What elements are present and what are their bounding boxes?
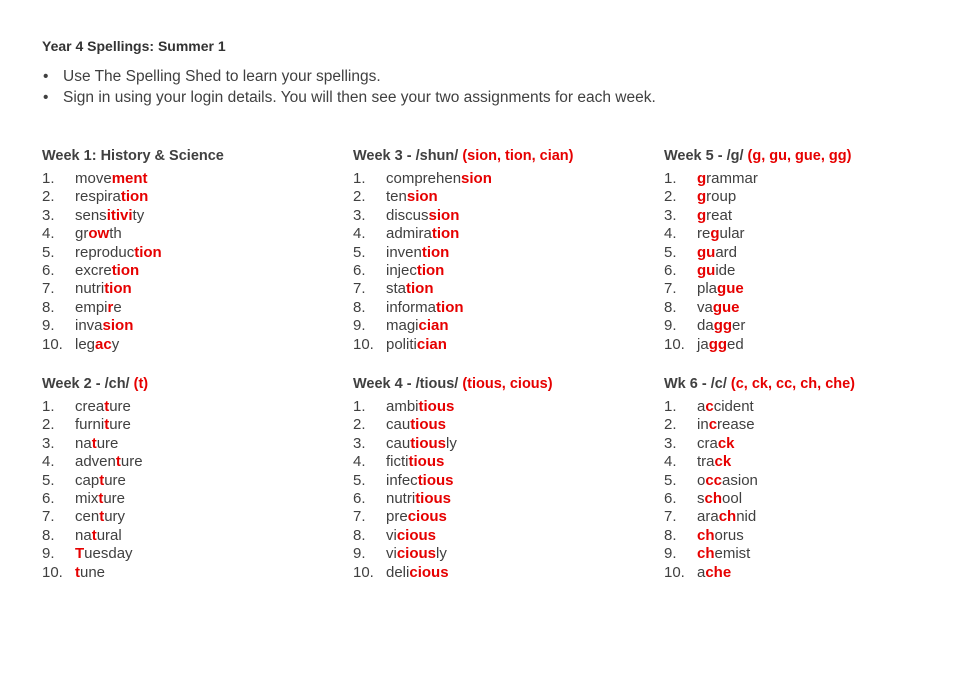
spelling-word: [353, 317, 653, 335]
spelling-word: [42, 280, 342, 298]
word-highlight: ch: [697, 526, 715, 544]
word-number: 2.: [353, 188, 366, 206]
spelling-word: [42, 453, 342, 471]
word-highlight: sion: [461, 170, 492, 187]
week-heading: [353, 146, 653, 166]
spelling-word: [42, 416, 342, 434]
word-start: da: [697, 317, 714, 335]
spelling-word: [664, 398, 964, 416]
spelling-word: [42, 225, 342, 243]
word-highlight: cious: [409, 563, 449, 581]
word-end: ural: [96, 526, 122, 544]
word-number: 1.: [353, 398, 366, 415]
word-highlight: t: [99, 508, 105, 526]
word-highlight: tion: [104, 280, 132, 298]
spelling-word: [664, 508, 964, 526]
word-start: comprehen: [386, 170, 462, 187]
word-end: rammar: [706, 170, 758, 187]
word-number: 2.: [353, 416, 366, 434]
week-5-block: [664, 146, 964, 354]
word-highlight: g: [697, 188, 707, 206]
word-end: ard: [715, 243, 738, 261]
word-number: 6.: [664, 261, 677, 279]
word-start: sens: [75, 206, 107, 224]
word-end: reat: [706, 206, 733, 224]
word-start: excre: [75, 261, 112, 279]
spelling-word: [42, 336, 342, 354]
word-number: 3.: [353, 434, 366, 452]
word-highlight: tious: [415, 489, 452, 507]
week-heading-text: Week 2 - /ch/: [42, 376, 134, 392]
spelling-word: [353, 564, 653, 582]
word-number: 5.: [42, 243, 55, 261]
word-end: ool: [722, 489, 743, 507]
word-end: ular: [719, 225, 745, 243]
word-start: empi: [75, 298, 108, 316]
spelling-list: [353, 170, 653, 354]
word-number: 7.: [42, 280, 55, 298]
spelling-word: [353, 299, 653, 317]
word-start: gr: [75, 225, 89, 243]
spelling-word: [353, 490, 653, 508]
word-start: nutri: [386, 489, 416, 507]
word-highlight: tious: [417, 471, 454, 489]
word-highlight: gg: [708, 335, 728, 353]
word-highlight: t: [115, 453, 121, 471]
word-end: e: [113, 298, 122, 316]
word-end: th: [109, 225, 122, 243]
word-number: 1.: [664, 398, 677, 415]
word-highlight: t: [91, 434, 97, 452]
spelling-word: [353, 416, 653, 434]
word-end: cident: [713, 398, 754, 415]
word-highlight: tion: [436, 298, 464, 316]
word-highlight: tion: [416, 261, 445, 279]
word-start: pre: [386, 508, 408, 526]
spelling-word: [42, 317, 342, 335]
spelling-word: [42, 188, 342, 206]
spelling-word: [353, 435, 653, 453]
word-number: 6.: [42, 261, 55, 279]
word-start: a: [697, 398, 706, 415]
word-number: 6.: [664, 489, 677, 507]
spelling-word: [42, 527, 342, 545]
spelling-word: [664, 317, 964, 335]
week-heading-text: Week 3 - /shun/: [353, 148, 463, 164]
week-1-block: [42, 146, 342, 354]
word-start: adven: [75, 453, 116, 471]
word-start: tra: [697, 453, 715, 471]
word-number: 3.: [664, 434, 677, 452]
week-heading-pattern: (c, ck, cc, ch, che): [730, 376, 856, 392]
word-highlight: t: [104, 416, 110, 434]
word-highlight: sion: [428, 206, 460, 224]
word-highlight: sion: [406, 188, 438, 206]
word-number: 5.: [664, 471, 677, 489]
word-start: ja: [697, 335, 709, 353]
word-start: respira: [75, 188, 121, 206]
word-highlight: gue: [712, 298, 740, 316]
word-number: 10.: [664, 335, 685, 353]
week-6-block: [664, 374, 964, 582]
word-highlight: tious: [418, 398, 455, 415]
word-highlight: c: [708, 416, 718, 434]
word-highlight: che: [705, 563, 732, 581]
word-highlight: gg: [713, 317, 733, 335]
word-number: 8.: [353, 526, 366, 544]
spelling-word: [664, 188, 964, 206]
word-end: asion: [722, 471, 758, 489]
word-number: 9.: [353, 545, 366, 563]
word-number: 5.: [42, 471, 55, 489]
word-number: 10.: [42, 563, 63, 581]
word-number: 8.: [42, 298, 55, 316]
word-number: 8.: [664, 526, 677, 544]
word-highlight: ch: [718, 508, 737, 526]
spelling-word: [42, 564, 342, 582]
word-end: er: [732, 317, 746, 335]
word-number: 3.: [42, 206, 55, 224]
word-highlight: t: [104, 398, 110, 415]
spelling-word: [42, 545, 342, 563]
word-number: 3.: [664, 206, 677, 224]
word-highlight: cious: [396, 545, 437, 563]
spelling-word: [353, 207, 653, 225]
word-number: 1.: [353, 170, 366, 187]
word-end: emist: [714, 545, 751, 563]
word-end: ed: [727, 335, 744, 353]
word-end: ure: [104, 471, 126, 489]
word-number: 4.: [42, 453, 55, 471]
spelling-word: [664, 299, 964, 317]
spelling-word: [42, 472, 342, 490]
word-number: 7.: [664, 280, 677, 298]
word-number: 6.: [353, 489, 366, 507]
word-number: 9.: [664, 545, 677, 563]
spelling-word: [664, 472, 964, 490]
word-end: ury: [104, 508, 126, 526]
week-heading: [353, 374, 653, 394]
word-number: 7.: [353, 280, 366, 298]
word-highlight: cian: [416, 335, 447, 353]
word-highlight: gue: [717, 280, 744, 298]
word-start: ambi: [386, 398, 419, 415]
word-highlight: tion: [111, 261, 140, 279]
word-start: informa: [386, 298, 437, 316]
word-number: 10.: [353, 563, 374, 581]
instructions-list: [42, 66, 656, 108]
word-highlight: tion: [406, 280, 434, 298]
word-number: 1.: [42, 170, 55, 187]
word-start: va: [697, 298, 713, 316]
week-heading: [42, 146, 342, 166]
word-start: nutri: [75, 280, 105, 298]
spelling-word: [353, 188, 653, 206]
word-start: ten: [386, 188, 407, 206]
word-start: cau: [386, 434, 411, 452]
word-number: 5.: [353, 471, 366, 489]
spelling-word: [42, 490, 342, 508]
spelling-list: [353, 398, 653, 582]
word-start: politi: [386, 335, 417, 353]
word-start: cen: [75, 508, 100, 526]
week-2-block: [42, 374, 342, 582]
word-end: ure: [109, 398, 131, 415]
word-start: pla: [697, 280, 718, 298]
word-end: une: [80, 563, 106, 581]
word-highlight: tion: [431, 225, 460, 243]
spelling-list: [42, 170, 342, 354]
page-title: Year 4 Spellings: Summer 1: [42, 38, 226, 54]
week-heading-pattern: (g, gu, gue, gg): [747, 148, 852, 164]
word-start: o: [697, 471, 706, 489]
word-highlight: tious: [410, 434, 447, 452]
spelling-list: [42, 398, 342, 582]
word-highlight: t: [91, 526, 97, 544]
word-start: ficti: [386, 453, 409, 471]
week-heading-pattern: (t): [133, 376, 149, 392]
word-highlight: cious: [407, 508, 447, 526]
word-start: re: [697, 225, 711, 243]
week-heading: [42, 374, 342, 394]
spelling-word: [664, 207, 964, 225]
word-number: 8.: [664, 298, 677, 316]
spelling-word: [664, 416, 964, 434]
word-start: deli: [386, 563, 410, 581]
word-number: 3.: [42, 434, 55, 452]
word-start: crea: [75, 398, 105, 415]
word-number: 2.: [42, 188, 55, 206]
word-highlight: g: [697, 170, 707, 187]
word-end: ly: [446, 434, 457, 452]
word-highlight: ac: [95, 335, 112, 353]
word-start: inven: [386, 243, 422, 261]
spelling-word: [664, 170, 964, 188]
word-highlight: ch: [697, 545, 715, 563]
spelling-word: [353, 244, 653, 262]
word-highlight: itivi: [106, 206, 133, 224]
word-number: 4.: [664, 225, 677, 243]
word-number: 2.: [42, 416, 55, 434]
word-highlight: cc: [705, 471, 723, 489]
spelling-word: [353, 453, 653, 471]
word-start: na: [75, 526, 92, 544]
word-number: 2.: [664, 188, 677, 206]
spelling-word: [42, 170, 342, 188]
word-end: roup: [706, 188, 737, 206]
week-heading: [664, 146, 964, 166]
word-number: 4.: [664, 453, 677, 471]
word-end: orus: [714, 526, 744, 544]
word-highlight: ch: [704, 489, 723, 507]
word-number: 8.: [353, 298, 366, 316]
word-highlight: c: [705, 398, 714, 415]
word-start: admira: [386, 225, 432, 243]
word-number: 7.: [353, 508, 366, 526]
word-end: ure: [96, 434, 119, 452]
spelling-word: [353, 262, 653, 280]
spelling-word: [664, 490, 964, 508]
spelling-word: [353, 336, 653, 354]
word-start: a: [697, 563, 706, 581]
spelling-word: [353, 170, 653, 188]
word-number: 10.: [353, 335, 374, 353]
word-number: 7.: [664, 508, 677, 526]
word-start: furni: [75, 416, 105, 434]
word-highlight: cian: [418, 317, 449, 335]
word-start: inva: [75, 317, 103, 335]
word-number: 8.: [42, 526, 55, 544]
week-heading-text: Week 5 - /g/: [664, 148, 748, 164]
spelling-word: [664, 435, 964, 453]
word-number: 10.: [664, 563, 685, 581]
spelling-word: [42, 398, 342, 416]
spelling-word: [353, 508, 653, 526]
spelling-word: [353, 225, 653, 243]
spelling-word: [664, 225, 964, 243]
spelling-word: [353, 545, 653, 563]
word-highlight: t: [98, 489, 104, 507]
spelling-word: [664, 336, 964, 354]
instruction-item: • Use The Spelling Shed to learn your spellings.: [42, 66, 656, 87]
word-start: cap: [75, 471, 100, 489]
word-highlight: ment: [111, 170, 148, 187]
word-start: vi: [386, 545, 397, 563]
word-start: leg: [75, 335, 96, 353]
word-highlight: g: [710, 225, 720, 243]
word-highlight: ck: [717, 434, 735, 452]
spelling-word: [664, 262, 964, 280]
word-number: 6.: [42, 489, 55, 507]
word-number: 4.: [353, 225, 366, 243]
word-highlight: ck: [714, 453, 732, 471]
spelling-word: [353, 280, 653, 298]
word-start: cra: [697, 434, 718, 452]
word-number: 10.: [42, 335, 63, 353]
word-end: ure: [103, 489, 126, 507]
spelling-word: [353, 398, 653, 416]
word-start: in: [697, 416, 709, 434]
spelling-word: [664, 453, 964, 471]
spelling-word: [42, 262, 342, 280]
week-4-block: [353, 374, 653, 582]
word-start: s: [697, 489, 705, 507]
word-highlight: cious: [396, 526, 437, 544]
word-highlight: tion: [120, 188, 149, 206]
word-number: 9.: [664, 317, 677, 335]
week-heading-pattern: (sion, tion, cian): [462, 148, 574, 164]
word-highlight: tion: [134, 243, 162, 261]
word-end: ure: [120, 453, 143, 471]
word-number: 9.: [42, 545, 55, 563]
word-start: infec: [386, 471, 418, 489]
word-end: y: [111, 335, 120, 353]
spelling-word: [42, 435, 342, 453]
instruction-item: • Sign in using your login details. You will then see your two assignments for each week.: [42, 87, 656, 108]
week-heading-pattern: (tious, cious): [462, 376, 553, 392]
word-start: sta: [386, 280, 407, 298]
word-end: ly: [436, 545, 447, 563]
word-end: ide: [715, 261, 736, 279]
word-start: move: [75, 170, 112, 187]
spelling-list: [664, 170, 964, 354]
word-number: 9.: [42, 317, 55, 335]
word-start: mix: [75, 489, 99, 507]
spelling-word: [664, 280, 964, 298]
word-end: ure: [109, 416, 131, 434]
word-start: reproduc: [75, 243, 135, 261]
week-heading-text: Wk 6 - /c/: [664, 376, 731, 392]
spelling-word: [664, 244, 964, 262]
word-end: uesday: [84, 545, 133, 563]
word-end: rease: [717, 416, 755, 434]
word-highlight: tious: [408, 453, 445, 471]
spelling-word: [664, 545, 964, 563]
week-heading-text: Week 1: History & Science: [42, 148, 224, 164]
word-number: 5.: [664, 243, 677, 261]
word-start: vi: [386, 526, 397, 544]
word-highlight: tion: [421, 243, 450, 261]
word-end: ty: [132, 206, 145, 224]
word-start: cau: [386, 416, 411, 434]
word-highlight: t: [75, 563, 80, 581]
word-highlight: gu: [697, 243, 716, 261]
word-number: 5.: [353, 243, 366, 261]
spelling-word: [664, 527, 964, 545]
word-number: 9.: [353, 317, 366, 335]
word-number: 6.: [353, 261, 366, 279]
word-start: magi: [386, 317, 419, 335]
word-start: discus: [386, 206, 429, 224]
word-highlight: sion: [102, 317, 134, 335]
word-highlight: t: [99, 471, 105, 489]
spelling-word: [42, 299, 342, 317]
word-highlight: T: [75, 545, 85, 563]
spelling-list: [664, 398, 964, 582]
word-highlight: tious: [410, 416, 447, 434]
word-number: 4.: [353, 453, 366, 471]
week-3-block: [353, 146, 653, 354]
word-highlight: g: [697, 206, 707, 224]
word-number: 2.: [664, 416, 677, 434]
word-number: 1.: [42, 398, 55, 415]
week-heading-text: Week 4 - /tious/: [353, 376, 463, 392]
word-number: 1.: [664, 170, 677, 187]
word-highlight: ow: [88, 225, 110, 243]
word-highlight: r: [107, 298, 114, 316]
word-number: 3.: [353, 206, 366, 224]
spelling-word: [353, 472, 653, 490]
word-start: na: [75, 434, 92, 452]
spelling-word: [42, 244, 342, 262]
word-highlight: gu: [697, 261, 716, 279]
spelling-word: [42, 508, 342, 526]
week-heading: [664, 374, 964, 394]
spelling-word: [664, 564, 964, 582]
word-number: 7.: [42, 508, 55, 526]
word-number: 4.: [42, 225, 55, 243]
spelling-word: [42, 207, 342, 225]
word-end: nid: [736, 508, 757, 526]
word-start: injec: [386, 261, 417, 279]
spelling-word: [353, 527, 653, 545]
word-start: ara: [697, 508, 719, 526]
